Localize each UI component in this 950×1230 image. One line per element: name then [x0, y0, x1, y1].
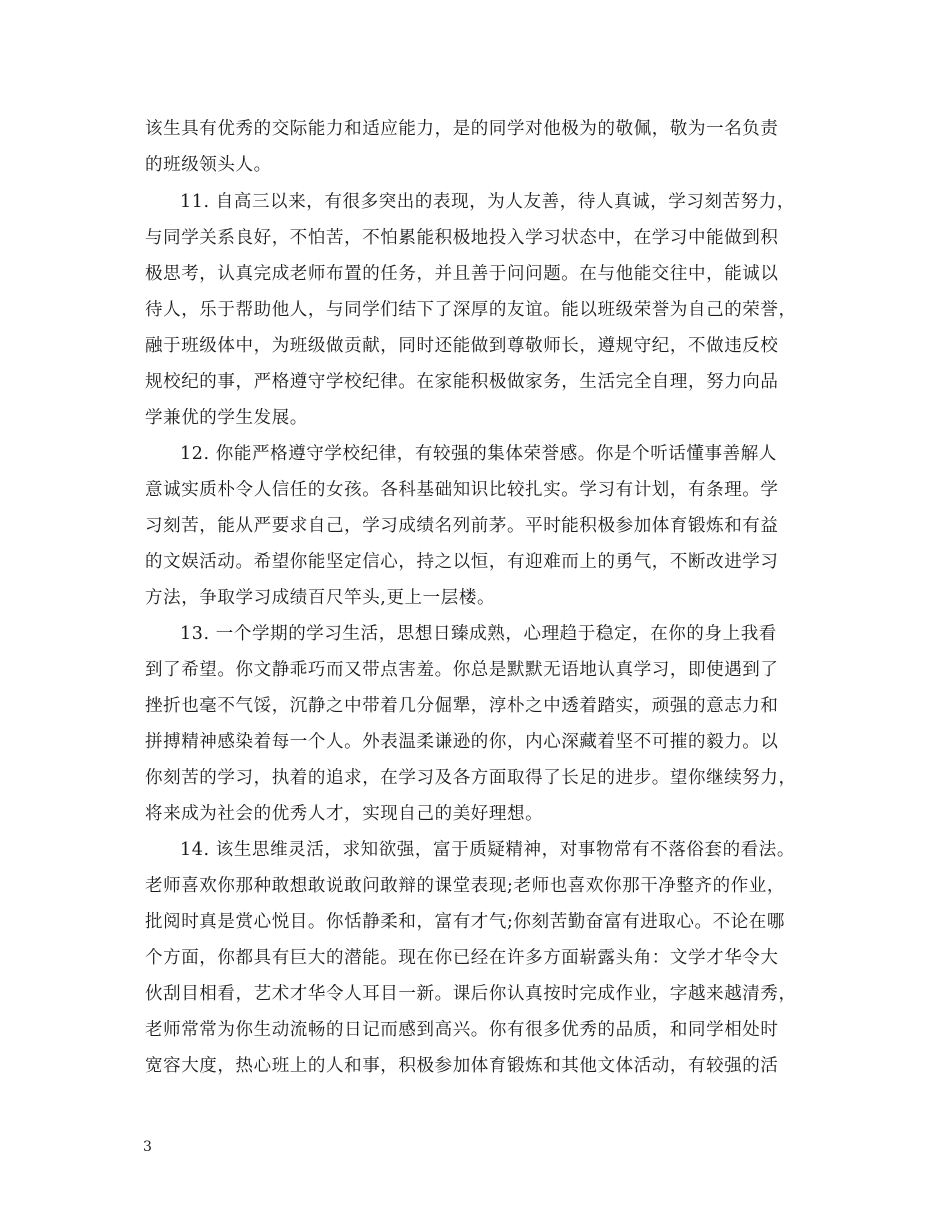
- paragraph-14-first-line: 14. 该生思维灵活，求知欲强，富于质疑精神，对事物常有不落俗套的看法。: [180, 840, 795, 860]
- body-text-line: 该生具有优秀的交际能力和适应能力，是的同学对他极为的敬佩，敬为一名负责: [145, 119, 779, 139]
- paragraph-12-first-line: 12. 你能严格遵守学校纪律，有较强的集体荣誉感。你是个听话懂事善解人: [180, 444, 777, 464]
- paragraph-13-first-line: 13. 一个学期的学习生活，思想日臻成熟，心理趋于稳定，在你的身上我看: [180, 624, 777, 644]
- body-text-line: 批阅时真是赏心悦目。你恬静柔和，富有才气;你刻苦勤奋富有进取心。不论在哪: [145, 912, 785, 932]
- body-text-line: 将来成为社会的优秀人才，实现自己的美好理想。: [145, 804, 544, 824]
- body-text-line: 学兼优的学生发展。: [145, 408, 308, 428]
- body-text-line: 拼搏精神感染着每一个人。外表温柔谦逊的你，内心深藏着坚不可摧的毅力。以: [145, 732, 779, 752]
- body-text-line: 伙刮目相看，艺术才华令人耳目一新。课后你认真按时完成作业，字越来越清秀，: [145, 984, 797, 1004]
- body-text-line: 个方面，你都具有巨大的潜能。现在你已经在许多方面崭露头角：文学才华令大: [145, 948, 779, 968]
- body-text-line: 极思考，认真完成老师布置的任务，并且善于问问题。在与他能交往中，能诚以: [145, 264, 779, 284]
- body-text-line: 习刻苦，能从严要求自己，学习成绩名列前茅。平时能积极参加体育锻炼和有益: [145, 516, 779, 536]
- paragraph-11-first-line: 11. 自高三以来，有很多突出的表现，为人友善，待人真诚，学习刻苦努力，: [180, 192, 795, 212]
- body-text-line: 待人，乐于帮助他人，与同学们结下了深厚的友谊。能以班级荣誉为自己的荣誉，: [145, 300, 797, 320]
- body-text-line: 规校纪的事，严格遵守学校纪律。在家能积极做家务，生活完全自理，努力向品: [145, 372, 779, 392]
- body-text-line: 挫折也毫不气馁，沉静之中带着几分倔犟，淳朴之中透着踏实，顽强的意志力和: [145, 696, 779, 716]
- body-text-line: 方法，争取学习成绩百尺竿头,更上一层楼。: [145, 588, 496, 608]
- body-text-line: 老师喜欢你那种敢想敢说敢问敢辩的课堂表现;老师也喜欢你那干净整齐的作业，: [145, 876, 785, 896]
- body-text-line: 到了希望。你文静乖巧而又带点害羞。你总是默默无语地认真学习，即使遇到了: [145, 660, 779, 680]
- body-text-line: 与同学关系良好，不怕苦，不怕累能积极地投入学习状态中，在学习中能做到积: [145, 228, 779, 248]
- body-text-line: 宽容大度，热心班上的人和事，积极参加体育锻炼和其他文体活动，有较强的活: [145, 1056, 779, 1076]
- body-text-line: 的文娱活动。希望你能坚定信心，持之以恒，有迎难而上的勇气，不断改进学习: [145, 552, 779, 572]
- body-text-line: 融于班级体中，为班级做贡献，同时还能做到尊敬师长，遵规守纪，不做违反校: [145, 336, 779, 356]
- body-text-line: 意诚实质朴令人信任的女孩。各科基础知识比较扎实。学习有计划，有条理。学: [145, 480, 779, 500]
- body-text-line: 你刻苦的学习，执着的追求，在学习及各方面取得了长足的进步。望你继续努力，: [145, 768, 797, 788]
- body-text-line: 的班级领头人。: [145, 155, 272, 175]
- body-text-line: 老师常常为你生动流畅的日记而感到高兴。你有很多优秀的品质，和同学相处时: [145, 1020, 779, 1040]
- page-number: 3: [143, 1139, 152, 1155]
